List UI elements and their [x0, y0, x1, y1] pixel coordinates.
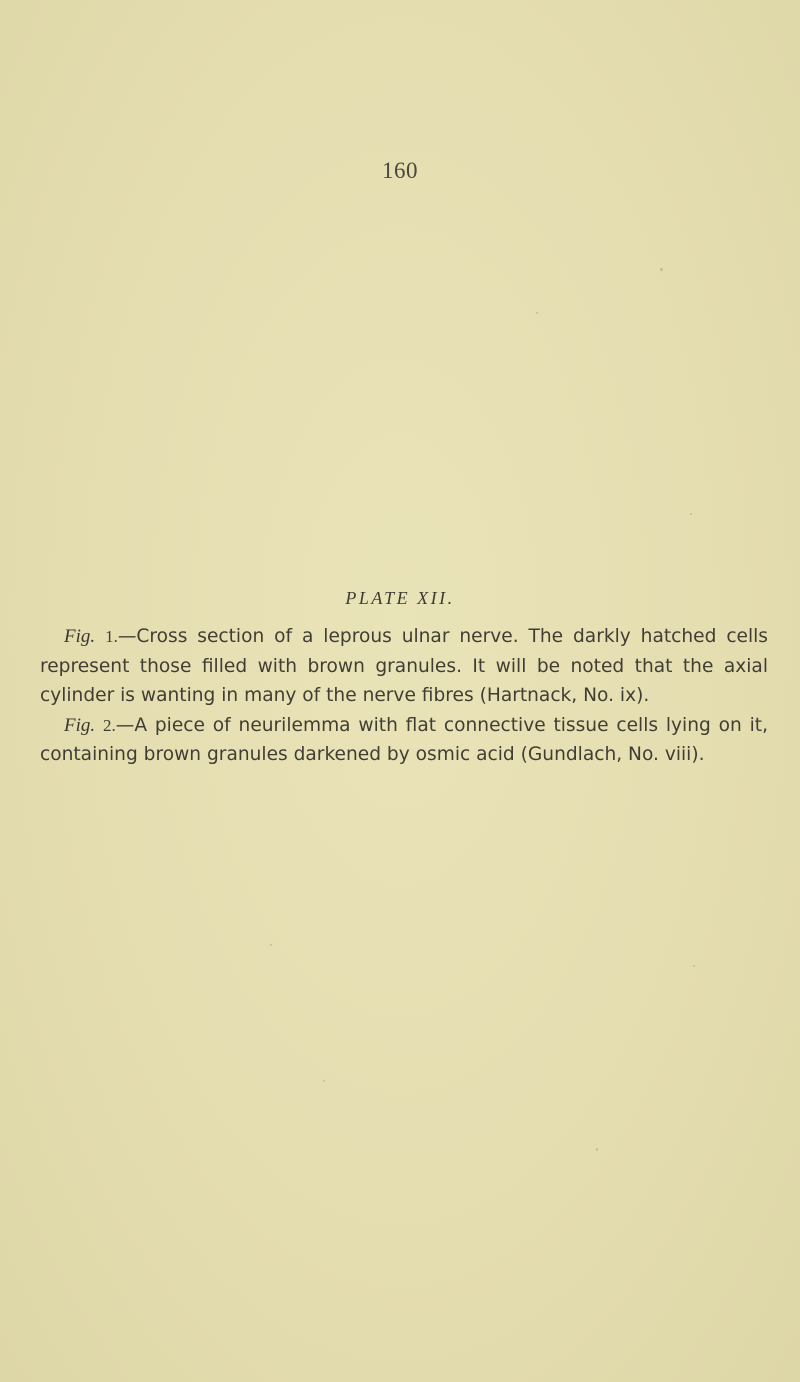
figure-2-number: 2. — [102, 715, 116, 735]
paper-speck — [323, 1080, 325, 1082]
paper-speck — [690, 513, 692, 515]
figure-2-caption — [40, 711, 768, 770]
figure-1-dash: — — [117, 626, 137, 647]
paper-speck — [596, 1148, 598, 1151]
figure-captions — [40, 622, 768, 770]
figure-2-text: A piece of neurilemma with flat connective tissue cells lying on it, containing brown granules darkened by osmic acid (Gundlach, No. viii). — [40, 714, 768, 766]
paper-speck — [693, 965, 695, 967]
figure-1-label: Fig. — [64, 626, 96, 647]
figure-2-dash: — — [115, 714, 135, 736]
figure-1-text: Cross section of a leprous ulnar nerve. The darkly hatched cells represent those filled with brown granules. It will be noted that the axial cylinder is wanting in many of the nerve fibres (Hartnack, No. ix). — [40, 626, 768, 707]
paper-speck — [660, 268, 663, 271]
plate-title: PLATE XII. — [345, 588, 455, 608]
page-number: 160 — [382, 158, 418, 183]
figure-2-label: Fig. — [64, 714, 96, 736]
figure-1-caption — [40, 622, 768, 711]
paper-speck — [536, 312, 538, 314]
figure-1-number: 1. — [105, 627, 118, 646]
paper-speck — [270, 944, 272, 946]
